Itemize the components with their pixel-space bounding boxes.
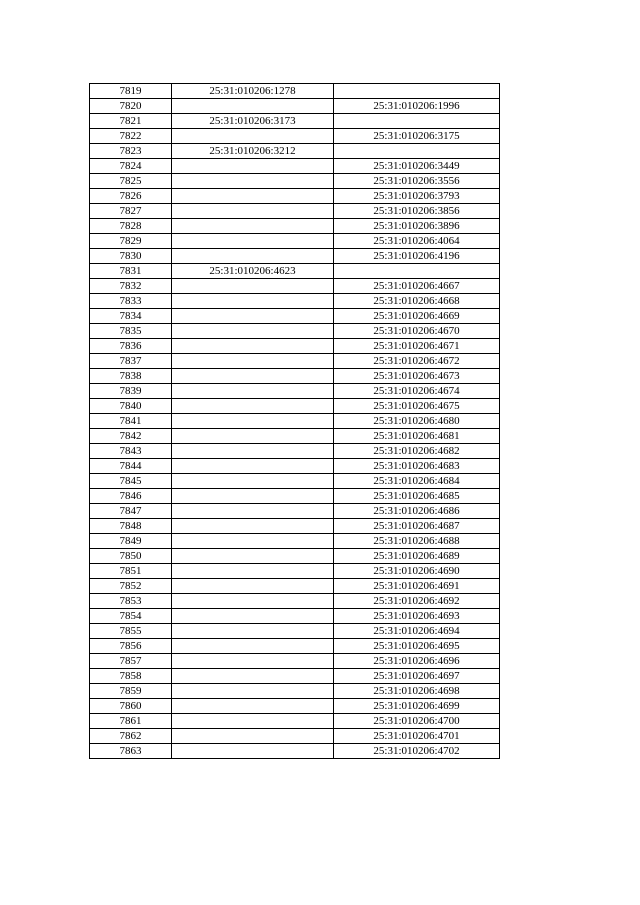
table-row [90,624,500,639]
table-row [90,444,500,459]
cadastral-number-cell-col3: 25:31:010206:4683 [334,459,500,474]
cadastral-number-cell-col3: 25:31:010206:4671 [334,339,500,354]
table-row [90,654,500,669]
table-row [90,414,500,429]
cadastral-number-cell-col3: 25:31:010206:3856 [334,204,500,219]
cadastral-number-cell-col2 [172,489,334,504]
cadastral-number-cell-col3: 25:31:010206:4699 [334,699,500,714]
cadastral-number-cell-col2 [172,324,334,339]
cadastral-number-cell-col3 [334,264,500,279]
cadastral-number-cell-col3: 25:31:010206:4689 [334,549,500,564]
cadastral-number-cell-col3: 25:31:010206:3793 [334,189,500,204]
cadastral-number-cell-col2 [172,159,334,174]
cadastral-number-cell-col2 [172,279,334,294]
cadastral-number-cell-col2 [172,384,334,399]
row-number-cell: 7842 [90,429,172,444]
row-number-cell: 7850 [90,549,172,564]
cadastral-number-cell-col2 [172,309,334,324]
table-row [90,684,500,699]
table-row [90,519,500,534]
cadastral-number-cell-col2 [172,414,334,429]
cadastral-number-cell-col3: 25:31:010206:4693 [334,609,500,624]
cadastral-number-cell-col3: 25:31:010206:4687 [334,519,500,534]
cadastral-number-cell-col2 [172,729,334,744]
cadastral-number-cell-col2 [172,354,334,369]
row-number-cell: 7820 [90,99,172,114]
cadastral-number-cell-col3: 25:31:010206:4695 [334,639,500,654]
table-row [90,474,500,489]
table-row [90,174,500,189]
cadastral-number-cell-col2 [172,579,334,594]
cadastral-number-cell-col3: 25:31:010206:4700 [334,714,500,729]
row-number-cell: 7846 [90,489,172,504]
cadastral-number-cell-col3: 25:31:010206:4692 [334,594,500,609]
table-row [90,354,500,369]
table-row [90,129,500,144]
cadastral-number-cell-col3: 25:31:010206:4685 [334,489,500,504]
table-row [90,309,500,324]
table-row [90,699,500,714]
cadastral-number-cell-col2: 25:31:010206:3173 [172,114,334,129]
row-number-cell: 7826 [90,189,172,204]
row-number-cell: 7860 [90,699,172,714]
cadastral-number-cell-col2 [172,189,334,204]
cadastral-number-cell-col3: 25:31:010206:4691 [334,579,500,594]
table-row [90,399,500,414]
cadastral-number-cell-col2 [172,219,334,234]
cadastral-number-cell-col3: 25:31:010206:4684 [334,474,500,489]
cadastral-number-cell-col2 [172,519,334,534]
row-number-cell: 7863 [90,744,172,759]
row-number-cell: 7852 [90,579,172,594]
row-number-cell: 7838 [90,369,172,384]
cadastral-number-cell-col2 [172,564,334,579]
cadastral-number-cell-col2 [172,174,334,189]
table-row [90,459,500,474]
row-number-cell: 7821 [90,114,172,129]
row-number-cell: 7822 [90,129,172,144]
row-number-cell: 7828 [90,219,172,234]
table-row [90,489,500,504]
cadastral-number-cell-col2 [172,204,334,219]
cadastral-number-cell-col3: 25:31:010206:4697 [334,669,500,684]
row-number-cell: 7837 [90,354,172,369]
cadastral-number-cell-col3: 25:31:010206:4672 [334,354,500,369]
cadastral-number-cell-col3 [334,84,500,99]
cadastral-number-cell-col3: 25:31:010206:4681 [334,429,500,444]
row-number-cell: 7855 [90,624,172,639]
cadastral-number-cell-col2: 25:31:010206:1278 [172,84,334,99]
cadastral-number-cell-col3: 25:31:010206:4694 [334,624,500,639]
cadastral-number-cell-col3: 25:31:010206:4670 [334,324,500,339]
row-number-cell: 7839 [90,384,172,399]
cadastral-number-cell-col2 [172,429,334,444]
cadastral-number-cell-col2 [172,129,334,144]
row-number-cell: 7840 [90,399,172,414]
row-number-cell: 7856 [90,639,172,654]
row-number-cell: 7831 [90,264,172,279]
cadastral-number-cell-col3: 25:31:010206:4680 [334,414,500,429]
cadastral-number-cell-col2 [172,699,334,714]
cadastral-number-cell-col3: 25:31:010206:3896 [334,219,500,234]
cadastral-number-cell-col2 [172,399,334,414]
cadastral-number-cell-col2: 25:31:010206:3212 [172,144,334,159]
table-row [90,384,500,399]
table-row [90,219,500,234]
table-row [90,189,500,204]
cadastral-number-cell-col3: 25:31:010206:4702 [334,744,500,759]
cadastral-number-cell-col3: 25:31:010206:4196 [334,249,500,264]
row-number-cell: 7836 [90,339,172,354]
row-number-cell: 7847 [90,504,172,519]
table-row [90,204,500,219]
row-number-cell: 7861 [90,714,172,729]
table-row [90,324,500,339]
row-number-cell: 7823 [90,144,172,159]
table-row [90,339,500,354]
cadastral-number-cell-col3: 25:31:010206:4673 [334,369,500,384]
cadastral-number-cell-col2 [172,474,334,489]
table-body [90,84,500,759]
row-number-cell: 7844 [90,459,172,474]
cadastral-number-cell-col3: 25:31:010206:4668 [334,294,500,309]
cadastral-number-cell-col2 [172,504,334,519]
cadastral-number-cell-col3: 25:31:010206:3175 [334,129,500,144]
row-number-cell: 7825 [90,174,172,189]
row-number-cell: 7862 [90,729,172,744]
cadastral-number-cell-col2 [172,609,334,624]
cadastral-number-cell-col3: 25:31:010206:4690 [334,564,500,579]
cadastral-number-cell-col3: 25:31:010206:4064 [334,234,500,249]
cadastral-number-cell-col3 [334,144,500,159]
cadastral-number-cell-col2 [172,549,334,564]
cadastral-number-cell-col3: 25:31:010206:1996 [334,99,500,114]
table-row [90,639,500,654]
cadastral-number-cell-col3: 25:31:010206:3449 [334,159,500,174]
table-row [90,159,500,174]
cadastral-number-cell-col2 [172,624,334,639]
cadastral-number-cell-col3: 25:31:010206:4686 [334,504,500,519]
cadastral-number-cell-col2 [172,99,334,114]
cadastral-number-cell-col3: 25:31:010206:4675 [334,399,500,414]
table-row [90,669,500,684]
table-row [90,264,500,279]
table-row [90,144,500,159]
table-row [90,249,500,264]
cadastral-number-cell-col2 [172,234,334,249]
cadastral-number-cell-col2 [172,714,334,729]
row-number-cell: 7830 [90,249,172,264]
cadastral-number-cell-col3: 25:31:010206:4696 [334,654,500,669]
cadastral-number-cell-col2 [172,444,334,459]
table-row [90,579,500,594]
cadastral-number-cell-col3: 25:31:010206:4701 [334,729,500,744]
cadastral-number-cell-col2 [172,744,334,759]
cadastral-number-cell-col3: 25:31:010206:4688 [334,534,500,549]
cadastral-number-cell-col2 [172,684,334,699]
table-row [90,234,500,249]
table-row [90,534,500,549]
table-row [90,714,500,729]
row-number-cell: 7857 [90,654,172,669]
row-number-cell: 7843 [90,444,172,459]
row-number-cell: 7845 [90,474,172,489]
cadastral-table [89,83,500,759]
row-number-cell: 7833 [90,294,172,309]
cadastral-number-cell-col2 [172,639,334,654]
table-row [90,369,500,384]
row-number-cell: 7835 [90,324,172,339]
cadastral-number-cell-col3: 25:31:010206:4669 [334,309,500,324]
cadastral-number-cell-col2 [172,534,334,549]
row-number-cell: 7858 [90,669,172,684]
row-number-cell: 7851 [90,564,172,579]
row-number-cell: 7824 [90,159,172,174]
table-row [90,429,500,444]
cadastral-number-cell-col2 [172,654,334,669]
table-row [90,294,500,309]
cadastral-number-cell-col2 [172,459,334,474]
cadastral-number-cell-col2: 25:31:010206:4623 [172,264,334,279]
table-row [90,594,500,609]
cadastral-number-cell-col3: 25:31:010206:4682 [334,444,500,459]
table-row [90,504,500,519]
table-row [90,99,500,114]
row-number-cell: 7832 [90,279,172,294]
cadastral-number-cell-col2 [172,249,334,264]
cadastral-number-cell-col3: 25:31:010206:3556 [334,174,500,189]
cadastral-number-cell-col3: 25:31:010206:4698 [334,684,500,699]
table-row [90,729,500,744]
cadastral-number-cell-col2 [172,369,334,384]
row-number-cell: 7819 [90,84,172,99]
row-number-cell: 7841 [90,414,172,429]
table-row [90,609,500,624]
cadastral-number-cell-col3: 25:31:010206:4674 [334,384,500,399]
table-row [90,114,500,129]
row-number-cell: 7849 [90,534,172,549]
row-number-cell: 7848 [90,519,172,534]
cadastral-number-cell-col2 [172,594,334,609]
row-number-cell: 7859 [90,684,172,699]
row-number-cell: 7827 [90,204,172,219]
table-row [90,279,500,294]
cadastral-number-cell-col3 [334,114,500,129]
cadastral-number-cell-col2 [172,669,334,684]
table-row [90,549,500,564]
row-number-cell: 7834 [90,309,172,324]
table-row [90,744,500,759]
row-number-cell: 7829 [90,234,172,249]
row-number-cell: 7854 [90,609,172,624]
table-row [90,564,500,579]
cadastral-number-cell-col2 [172,339,334,354]
table-row [90,84,500,99]
cadastral-number-cell-col3: 25:31:010206:4667 [334,279,500,294]
cadastral-number-cell-col2 [172,294,334,309]
row-number-cell: 7853 [90,594,172,609]
